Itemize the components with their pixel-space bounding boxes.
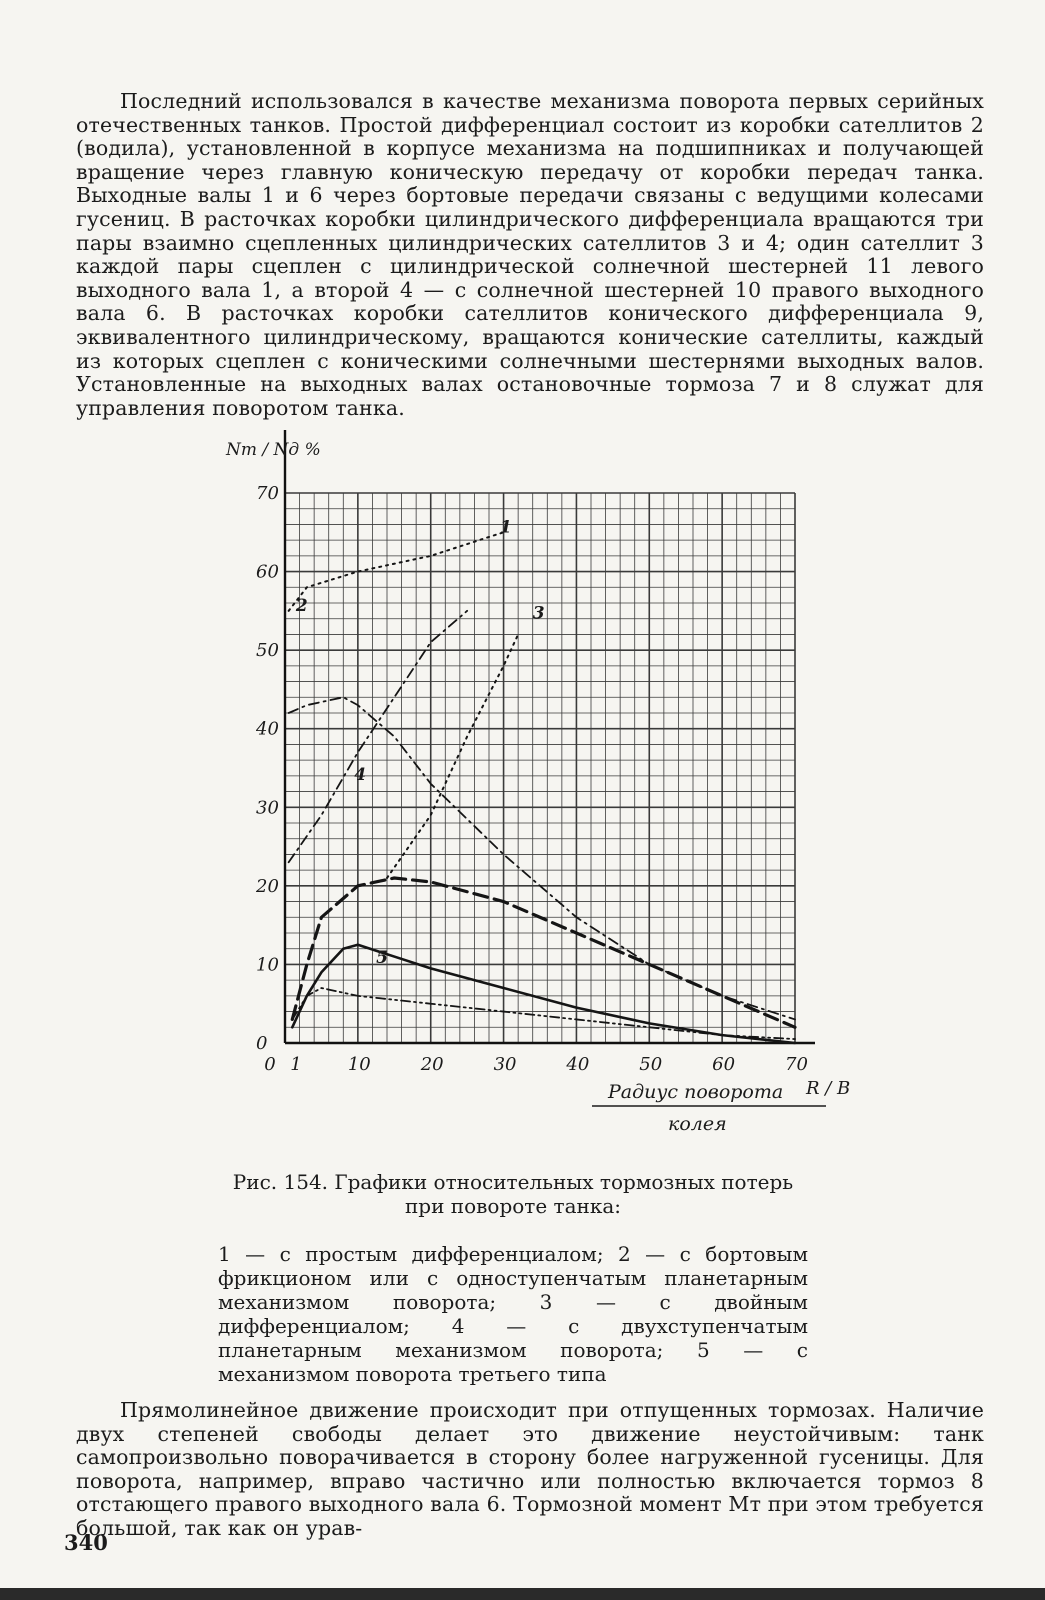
y-tick-label: 70 [256, 483, 279, 504]
y-tick-label: 10 [256, 954, 279, 976]
curve-number-label: 3 [532, 603, 545, 624]
y-tick-label: 20 [256, 875, 279, 897]
x-tick-label: 50 [639, 1054, 663, 1075]
curve-number-label: 2 [295, 595, 308, 616]
body-paragraph-bottom [76, 1399, 984, 1541]
x-tick-label: 1 [290, 1054, 302, 1075]
x-tick-label: 0 [264, 1054, 276, 1075]
x-tick-label: 60 [712, 1054, 736, 1075]
curve-3 [292, 878, 795, 1027]
caption-title-text: Рис. 154. Графики относительных тормозных потерь при повороте танка: [232, 1170, 794, 1218]
y-axis-label: Nт / Nд % [226, 440, 321, 460]
curve-2 [289, 697, 795, 1019]
curve-aux-5 [289, 611, 468, 862]
curve-number-label: 4 [354, 764, 367, 785]
y-tick-label: 60 [256, 561, 279, 583]
y-tick-label: 0 [256, 1033, 268, 1054]
y-tick-label: 30 [256, 797, 279, 819]
x-tick-label: 20 [420, 1054, 444, 1075]
x-axis-fraction: R / B [806, 1078, 851, 1099]
figure-caption-body: 1 — с простым дифференциалом; 2 — с бортовым фрикционом или с одноступенчатым планетарным механизмом поворота; 3 — с двойным дифференциалом; 4 — с двухступенчатым планетарным механизмом поворота; 5 — с механизмом поворота третьего типа [218, 1242, 808, 1386]
y-tick-label: 50 [256, 640, 279, 662]
x-tick-label: 70 [785, 1054, 808, 1075]
chart-grid [285, 430, 815, 1043]
x-tick-label: 40 [566, 1054, 590, 1075]
scan-edge [0, 1588, 1045, 1600]
x-axis-label-top: Радиус поворота [608, 1081, 784, 1103]
curve-number-label: 1 [499, 517, 512, 538]
paragraph-text: Прямолинейное движение происходит при отпущенных тормозах. Наличие двух степеней свободы делает это движение неустойчивым: танк самопроизвольно поворачивается в сторону более нагруженной гусеницы. Для поворота, например, вправо частично или полностью включается тормоз 8 отстающего правого выходного вала 6. Тормозной момент Мт при этом требуется большой, так как он урав- [76, 1398, 984, 1540]
chart-curve-labels [295, 517, 545, 968]
x-tick-label: 30 [493, 1054, 517, 1075]
y-tick-label: 40 [256, 718, 279, 740]
paragraph-text: Последний использовался в качестве механизма поворота первых серийных отечественных танков. Простой дифференциал состоит из коробки сателлитов 2 (водила), установленной в корпусе механизма на подшипниках и получающей вращение через главную коническую передачу от коробки передач танка. Выходные валы 1 и 6 через бортовые передачи связаны с ведущими колесами гусениц. В расточках коробки цилиндрического дифференциала вращаются три пары взаимно сцепленных цилиндрических сателлитов 3 и 4; один сателлит 3 каждой пары сцеплен с цилиндрической солнечной шестерней 11 левого выходного вала 1, а второй 4 — с солнечной шестерней 10 правого выходного вала 6. В расточках коробки сателлитов конического дифференциала 9, эквивалентного цилиндрическому, вращаются конические сателлиты, каждый из которых сцеплен с коническими солнечными шестернями выходных валов. Установленные на выходных валах остановочные тормоза 7 и 8 служат для управления поворотом танка. [76, 89, 984, 420]
page-number: 340 [64, 1530, 108, 1555]
figure-caption-title [218, 1170, 808, 1218]
curve-number-label: 5 [376, 947, 388, 968]
curve-aux-6 [387, 634, 518, 878]
x-tick-label: 10 [347, 1054, 371, 1075]
x-axis-label-bottom: колея [668, 1113, 727, 1135]
